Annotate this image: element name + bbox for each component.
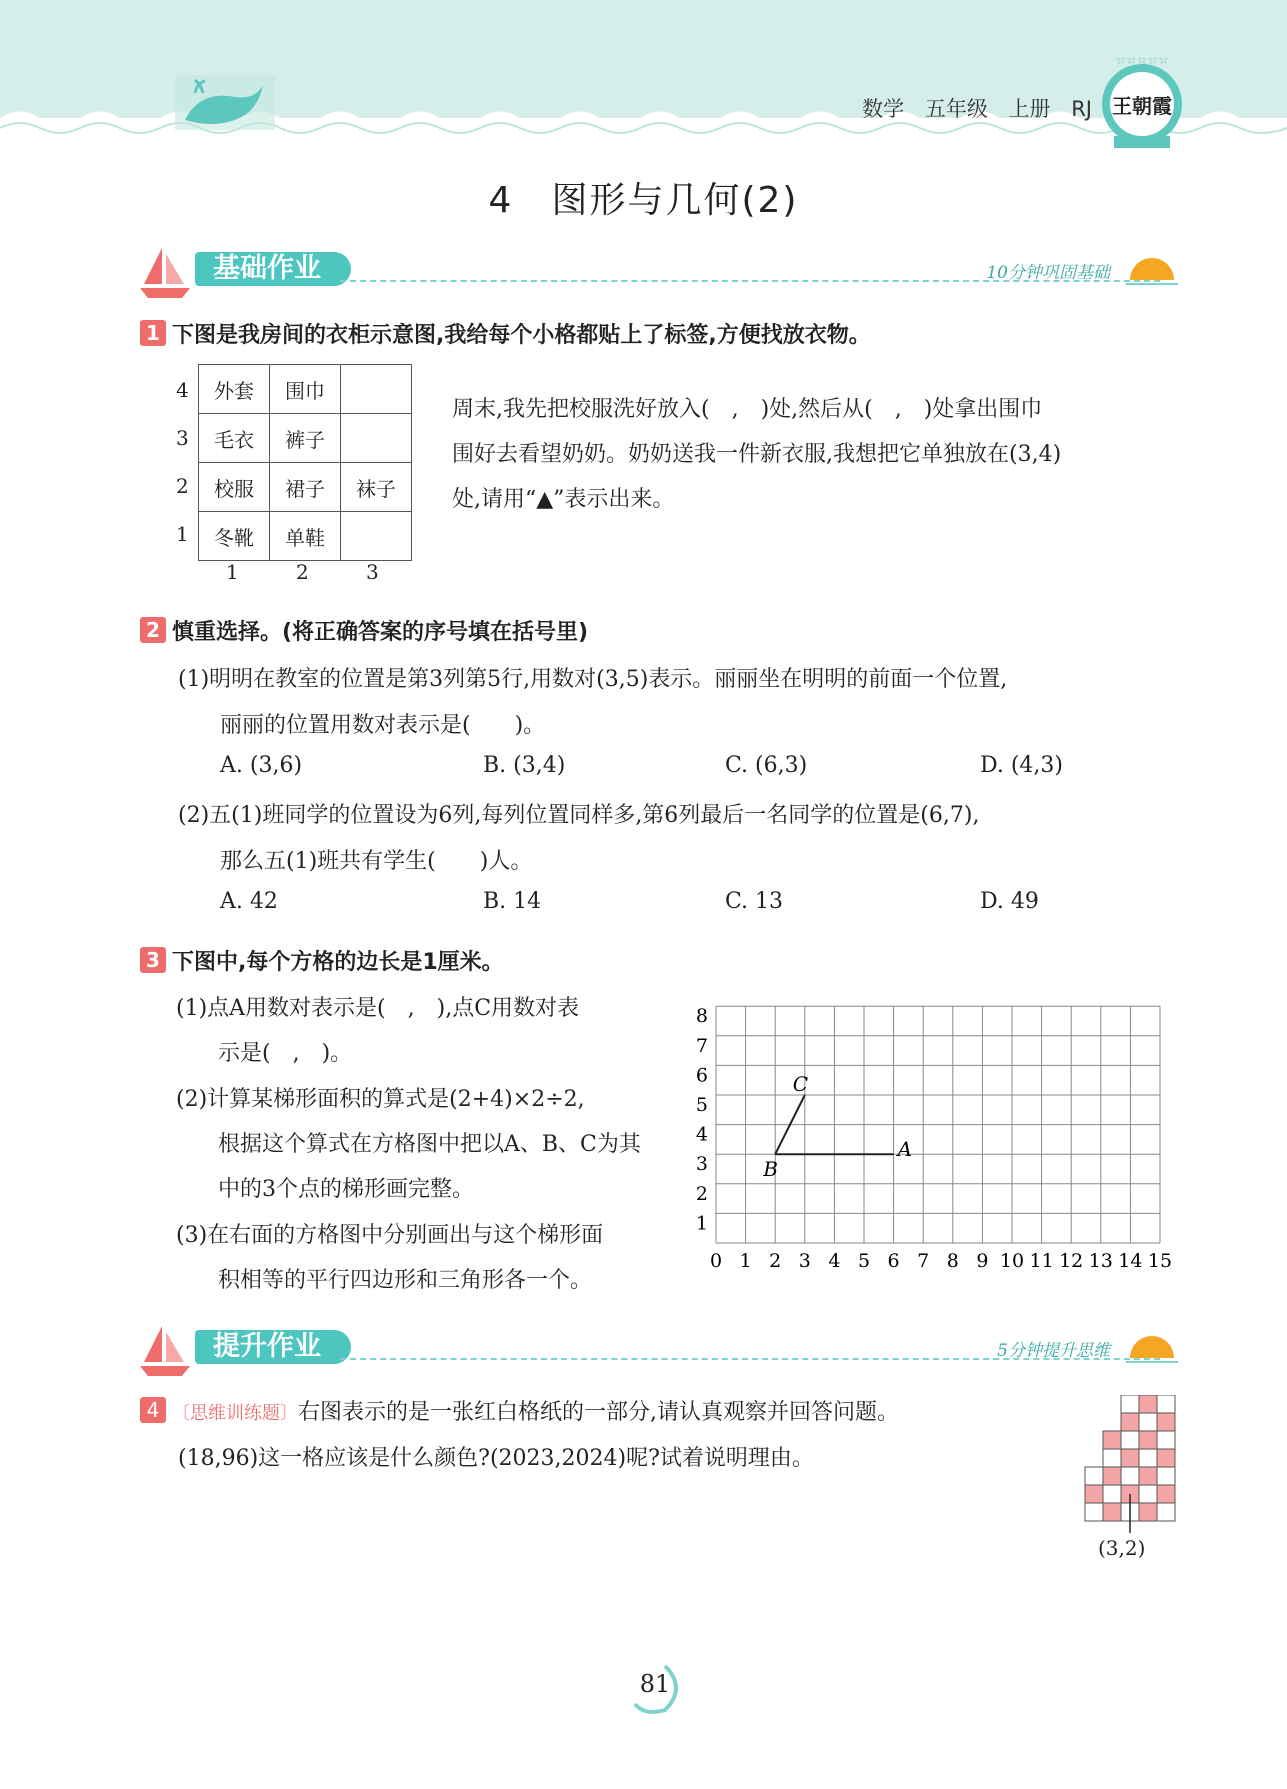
header-grade: 五年级	[924, 97, 988, 121]
q2-heading-text: 慎重选择。(将正确答案的序号填在括号里)	[172, 620, 589, 645]
checker-cell	[1157, 1413, 1175, 1431]
q1-heading	[140, 318, 871, 349]
q4-tag: 〔思维训练题〕	[172, 1403, 298, 1424]
x-tick-label: 8	[946, 1250, 959, 1272]
checker-cell	[1139, 1467, 1157, 1485]
checker-cell	[1157, 1503, 1175, 1521]
x-tick-label: 13	[1088, 1250, 1113, 1272]
q2-1-option-a[interactable]: A. (3,6)	[220, 753, 303, 778]
wardrobe-y-label: 2	[176, 474, 189, 498]
checker-cell	[1121, 1413, 1139, 1431]
q2-2-line: (2)五(1)班同学的位置设为6列,每列位置同样多,第6列最后一名同学的位置是(6,7),	[178, 803, 980, 828]
x-tick-label: 2	[769, 1250, 782, 1272]
wardrobe-x-label: 3	[366, 560, 379, 584]
x-tick-label: 6	[887, 1250, 900, 1272]
q2-1-option-c[interactable]: C. (6,3)	[725, 753, 808, 778]
sunrise-icon	[1124, 1328, 1180, 1368]
wardrobe-cell: 校服	[199, 463, 270, 512]
y-tick-label: 6	[695, 1064, 708, 1087]
x-tick-label: 4	[828, 1250, 841, 1272]
checker-cell	[1085, 1503, 1103, 1521]
section-basic-label: 基础作业	[195, 252, 351, 286]
wardrobe-row	[199, 414, 412, 463]
wardrobe-cell[interactable]	[341, 414, 412, 463]
wardrobe-table	[198, 364, 412, 561]
q2-2-option-a[interactable]: A. 42	[220, 889, 278, 914]
checker-figure	[1080, 1395, 1180, 1535]
y-tick-label: 2	[695, 1182, 708, 1205]
q2-1-line: (1)明明在教室的位置是第3列第5行,用数对(3,5)表示。丽丽坐在明明的前面一个位置,	[178, 667, 1008, 692]
checker-cell	[1139, 1503, 1157, 1521]
q2-number: 2	[140, 617, 166, 643]
q1-number: 1	[140, 320, 166, 346]
q2-2-option-d[interactable]: D. 49	[980, 889, 1039, 914]
section-basic-note: 10分钟巩固基础	[986, 263, 1110, 283]
wardrobe-y-label: 4	[176, 378, 189, 402]
checker-cell	[1121, 1467, 1139, 1485]
checker-cell	[1157, 1431, 1175, 1449]
x-tick-label: 15	[1147, 1250, 1173, 1272]
svg-text:☆☆☆☆☆: ☆☆☆☆☆	[1115, 58, 1169, 67]
checker-cell	[1103, 1449, 1121, 1467]
checker-cell	[1121, 1449, 1139, 1467]
brand-logo	[1100, 58, 1184, 154]
y-tick-label: 3	[695, 1153, 708, 1176]
wardrobe-cell: 裙子	[270, 463, 341, 512]
q4-line1-text: 右图表示的是一张红白格纸的一部分,请认真观察并回答问题。	[298, 1400, 899, 1425]
checker-cell	[1157, 1449, 1175, 1467]
sailboat-icon	[140, 246, 190, 302]
checker-cell	[1103, 1467, 1121, 1485]
sunrise-icon	[1124, 250, 1180, 290]
q3-heading-text: 下图中,每个方格的边长是1厘米。	[172, 950, 504, 975]
x-tick-label: 5	[857, 1250, 871, 1272]
coordinate-grid[interactable]	[690, 995, 1190, 1275]
q1-text-line: 处,请用“▲”表示出来。	[452, 487, 675, 512]
y-tick-label: 5	[695, 1094, 708, 1116]
q3-line: 根据这个算式在方格图中把以A、B、C为其	[218, 1132, 641, 1157]
wardrobe-cell: 外套	[199, 365, 270, 414]
q3-line: (3)在右面的方格图中分别画出与这个梯形面	[176, 1223, 604, 1248]
x-tick-label: 9	[976, 1250, 989, 1272]
checker-cell	[1103, 1431, 1121, 1449]
y-tick-label: 4	[695, 1123, 708, 1146]
checker-cell	[1085, 1467, 1103, 1485]
y-tick-label: 7	[695, 1034, 708, 1057]
x-tick-label: 1	[739, 1250, 752, 1272]
header-subject: 数学	[862, 97, 905, 121]
checker-cell	[1157, 1485, 1175, 1503]
wardrobe-row	[199, 365, 412, 414]
checker-cell	[1139, 1431, 1157, 1449]
checker-cell	[1085, 1485, 1103, 1503]
q2-heading	[140, 615, 588, 646]
wardrobe-x-label: 2	[296, 560, 309, 584]
brand-name: 王朝霞	[1112, 94, 1172, 118]
checker-cell	[1157, 1467, 1175, 1485]
q2-2-option-b[interactable]: B. 14	[483, 889, 542, 914]
q2-2-line: 那么五(1)班共有学生( )人。	[220, 849, 533, 874]
point-label-a: A	[897, 1137, 913, 1162]
q3-heading	[140, 945, 504, 976]
checker-cell	[1103, 1485, 1121, 1503]
x-tick-label: 0	[709, 1250, 723, 1272]
wardrobe-cell: 单鞋	[270, 512, 341, 561]
q3-line: 中的3个点的梯形画完整。	[218, 1177, 474, 1202]
x-tick-label: 7	[917, 1250, 930, 1272]
y-tick-label: 8	[695, 1005, 708, 1028]
wardrobe-cell: 冬靴	[199, 512, 270, 561]
wardrobe-cell: 袜子	[341, 463, 412, 512]
checker-cell	[1139, 1395, 1157, 1413]
wardrobe-y-label: 1	[176, 522, 189, 546]
checker-cell	[1139, 1413, 1157, 1431]
checker-cell	[1103, 1503, 1121, 1521]
q2-2-option-c[interactable]: C. 13	[725, 889, 784, 914]
checker-cell	[1139, 1449, 1157, 1467]
wardrobe-cell: 毛衣	[199, 414, 270, 463]
section-advanced-note: 5分钟提升思维	[997, 1341, 1110, 1361]
sailboat-icon	[140, 1324, 190, 1380]
page-title: 4 图形与几何(2)	[488, 180, 799, 221]
x-tick-label: 11	[1029, 1250, 1054, 1272]
wardrobe-cell: 围巾	[270, 365, 341, 414]
q2-1-option-d[interactable]: D. (4,3)	[980, 753, 1063, 778]
q3-line: 示是( , )。	[218, 1041, 353, 1066]
q4-number: 4	[140, 1397, 166, 1423]
y-tick-label: 1	[695, 1212, 708, 1235]
header-volume: 上册	[1008, 97, 1051, 121]
x-tick-label: 10	[999, 1250, 1025, 1272]
checker-cell	[1157, 1395, 1175, 1413]
q4-line1	[140, 1395, 899, 1426]
wardrobe-cell: 裤子	[270, 414, 341, 463]
wardrobe-cell[interactable]	[341, 512, 412, 561]
x-tick-label: 14	[1118, 1250, 1143, 1272]
q2-1-line: 丽丽的位置用数对表示是( )。	[220, 713, 546, 738]
x-tick-label: 12	[1059, 1250, 1084, 1272]
wardrobe-y-label: 3	[176, 426, 189, 450]
checker-figure-label: (3,2)	[1098, 1536, 1146, 1560]
q1-heading-text: 下图是我房间的衣柜示意图,我给每个小格都贴上了标签,方便找放衣物。	[172, 323, 871, 348]
section-advanced-label: 提升作业	[195, 1330, 351, 1364]
page-number: 81	[639, 1670, 671, 1698]
q3-line: (1)点A用数对表示是( , ),点C用数对表	[176, 996, 580, 1021]
wardrobe-cell[interactable]	[341, 365, 412, 414]
q3-line: (2)计算某梯形面积的算式是(2+4)×2÷2,	[176, 1087, 585, 1112]
q3-line: 积相等的平行四边形和三角形各一个。	[218, 1268, 593, 1293]
q1-text-line: 围好去看望奶奶。奶奶送我一件新衣服,我想把它单独放在(3,4)	[452, 442, 1062, 467]
q1-text-line: 周末,我先把校服洗好放入( , )处,然后从( , )处拿出围巾	[452, 397, 1043, 422]
section-advanced-bar	[140, 1318, 1180, 1378]
checker-cell	[1121, 1395, 1139, 1413]
whale-icon	[175, 75, 275, 135]
wardrobe-x-label: 1	[226, 560, 239, 584]
q3-number: 3	[140, 947, 166, 973]
checker-cell	[1121, 1431, 1139, 1449]
x-tick-label: 3	[798, 1250, 811, 1272]
checker-cell	[1139, 1485, 1157, 1503]
section-basic-bar	[140, 240, 1180, 300]
header-meta	[862, 93, 1092, 123]
q2-1-option-b[interactable]: B. (3,4)	[483, 753, 566, 778]
wardrobe-row	[199, 512, 412, 561]
header-edition: RJ	[1071, 97, 1092, 121]
point-label-b: B	[763, 1157, 778, 1182]
q4-line2: (18,96)这一格应该是什么颜色?(2023,2024)呢?试着说明理由。	[178, 1446, 814, 1471]
wardrobe-row	[199, 463, 412, 512]
point-label-c: C	[792, 1072, 809, 1096]
